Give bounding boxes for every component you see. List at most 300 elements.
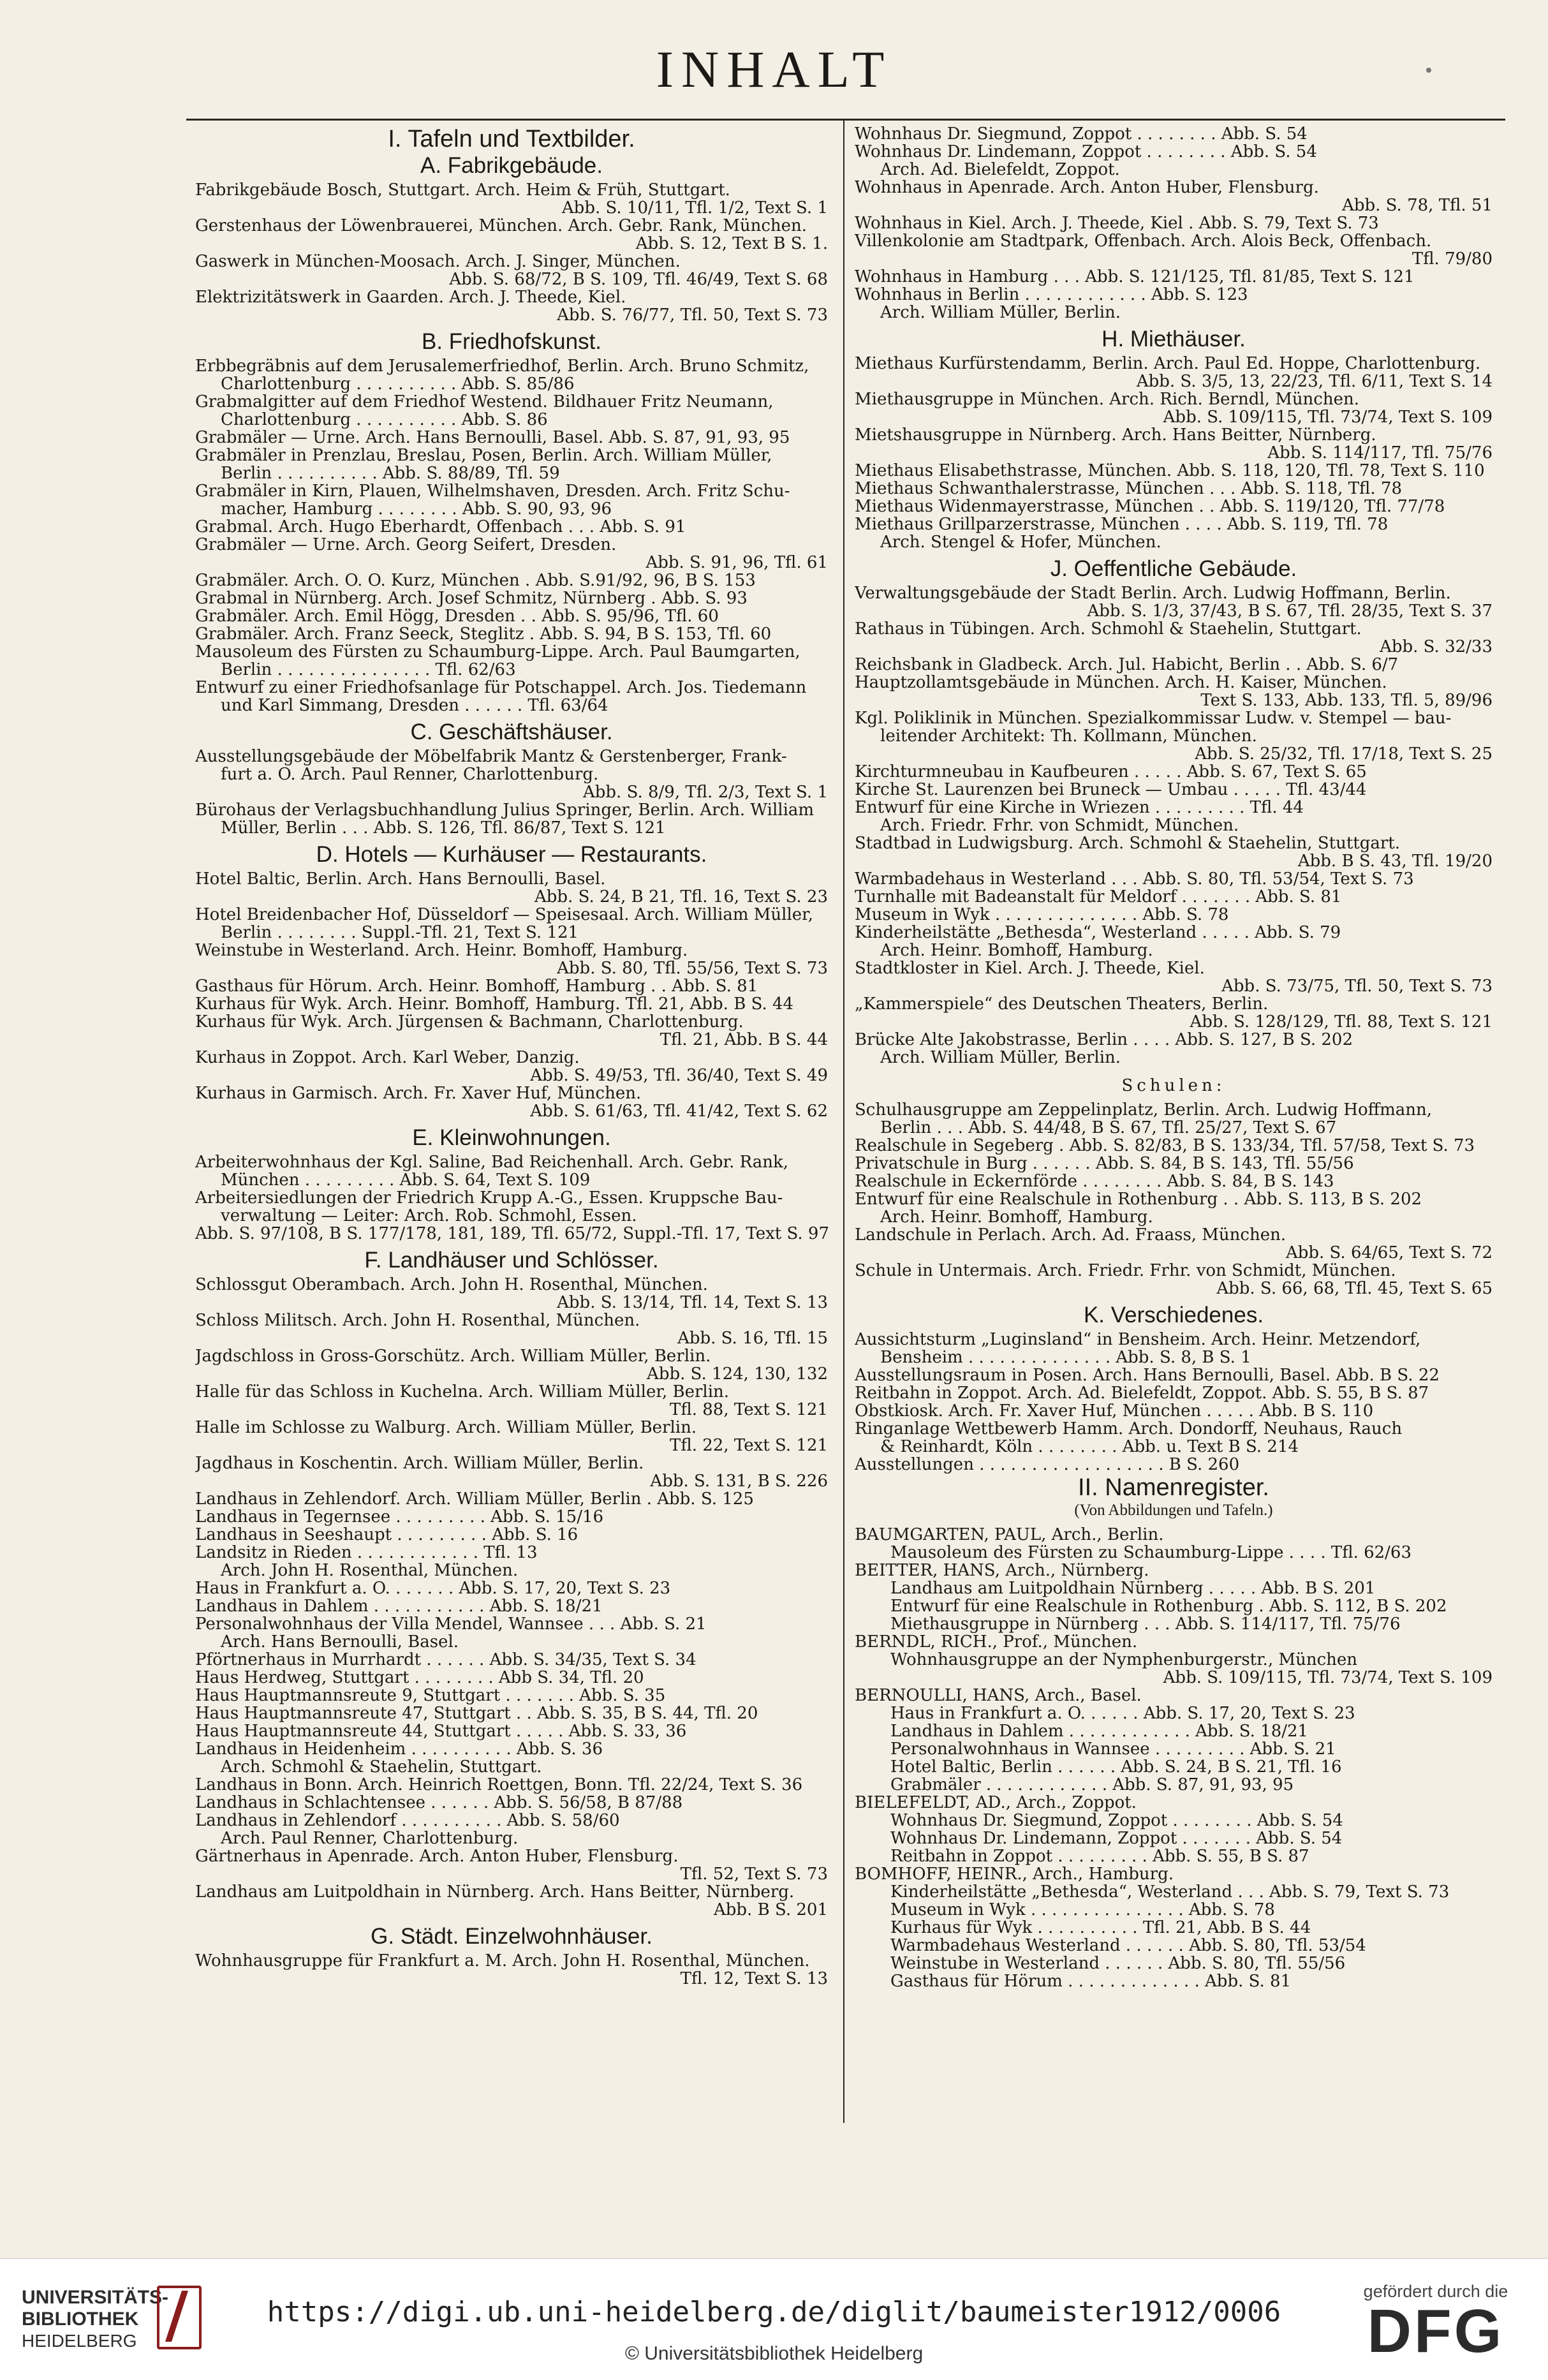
entry-text: Schloss Militsch. Arch. John H. Rosenthal, München. xyxy=(195,1312,640,1329)
index-entry xyxy=(855,942,1493,959)
entry-text: Wohnhaus in Kiel. Arch. J. Theede, Kiel . Abb. S. 79, Text S. 73 xyxy=(855,214,1379,232)
name-entry xyxy=(855,1633,1493,1687)
index-entry xyxy=(855,924,1493,942)
index-entry xyxy=(195,1794,828,1812)
entry-text: Landhaus in Schlachtensee . . . . . . Abb. S. 56/58, B 87/88 xyxy=(195,1794,683,1812)
section-heading: C. Geschäftshäuser. xyxy=(410,720,613,744)
index-entry xyxy=(855,426,1493,462)
entry-continuation: Berlin . . . . . . . . . . Abb. S. 88/89, Tfl. 59 xyxy=(221,464,560,482)
index-entry xyxy=(855,462,1493,480)
entry-text: Landhaus in Zehlendorf . . . . . . . . . . Abb. S. 58/60 xyxy=(195,1812,620,1829)
library-name-line: BIBLIOTHEK xyxy=(22,2309,139,2330)
index-entry xyxy=(195,1952,828,1988)
entry-reference: Abb. S. 64/65, Text S. 72 xyxy=(1285,1243,1493,1262)
entry-text: Kurhaus in Garmisch. Arch. Fr. Xaver Huf, München. xyxy=(195,1084,642,1102)
entry-text: Entwurf für eine Realschule in Rothenburg . . Abb. S. 113, B S. 202 xyxy=(855,1190,1422,1208)
index-entry xyxy=(855,1208,1493,1226)
subsection-heading: Schulen: xyxy=(1121,1076,1226,1095)
index-entry xyxy=(855,870,1493,888)
index-entry xyxy=(855,480,1493,498)
index-entry xyxy=(195,1526,828,1544)
entry-text: Arch. Heinr. Bomhoff, Hamburg. xyxy=(880,1208,1153,1226)
work-item: Haus in Frankfurt a. O. . . . . . Abb. S. 17, 20, Text S. 23 xyxy=(890,1704,1355,1722)
entry-continuation: Berlin . . . . . . . . Suppl.-Tfl. 21, Text S. 121 xyxy=(221,924,579,942)
index-entry xyxy=(855,1049,1493,1067)
index-entry xyxy=(855,1190,1493,1208)
entry-text: Grabmäler. Arch. Emil Högg, Dresden . . Abb. S. 95/96, Tfl. 60 xyxy=(195,607,719,625)
library-name-line: UNIVERSITÄTS- xyxy=(22,2287,169,2308)
index-entry xyxy=(855,709,1493,763)
section-heading: G. Städt. Einzelwohnhäuser. xyxy=(371,1924,652,1949)
index-entry xyxy=(855,674,1493,709)
entry-text: Villenkolonie am Stadtpark, Offenbach. Arch. Alois Beck, Offenbach. xyxy=(855,232,1432,250)
index-entry xyxy=(195,1758,828,1776)
entry-text: Hotel Breidenbacher Hof, Düsseldorf — Speisesaal. Arch. William Müller, xyxy=(195,906,813,924)
index-entry xyxy=(855,533,1493,551)
entry-text: Mausoleum des Fürsten zu Schaumburg-Lippe. Arch. Paul Baumgarten, xyxy=(195,643,800,661)
index-entry xyxy=(855,498,1493,515)
entry-text: Arch. Stengel & Hofer, München. xyxy=(880,533,1161,551)
entry-continuation: furt a. O. Arch. Paul Renner, Charlottenburg. xyxy=(221,765,599,783)
index-entry xyxy=(195,1740,828,1758)
architect-name: BEITTER, HANS, Arch., Nürnberg. xyxy=(855,1561,1149,1580)
entry-text: Haus Hauptmannsreute 44, Stuttgart . . . . . Abb. S. 33, 36 xyxy=(195,1722,687,1740)
column-divider xyxy=(843,120,844,2123)
index-entry xyxy=(855,959,1493,995)
entry-text: Bürohaus der Verlagsbuchhandlung Julius Springer, Berlin. Arch. William xyxy=(195,801,815,819)
index-entry xyxy=(195,572,828,589)
entry-text: Haus Herdweg, Stuttgart . . . . . . . . Abb S. 34, Tfl. 20 xyxy=(195,1669,644,1687)
index-entry xyxy=(195,1013,828,1049)
entry-continuation: und Karl Simmang, Dresden . . . . . . Tfl. 63/64 xyxy=(221,697,608,714)
index-entry xyxy=(855,125,1493,143)
index-entry xyxy=(195,447,828,482)
index-entry xyxy=(855,143,1493,161)
entry-reference: Abb. S. 66, 68, Tfl. 45, Text S. 65 xyxy=(1216,1279,1493,1298)
entry-text: Hotel Baltic, Berlin. Arch. Hans Bernoulli, Basel. xyxy=(195,870,606,888)
entry-continuation: verwaltung — Leiter: Arch. Rob. Schmohl, Essen. xyxy=(221,1207,637,1225)
entry-text: Kgl. Poliklinik in München. Spezialkommissar Ludw. v. Stempel — bau- xyxy=(855,709,1452,727)
entry-text: Miethaus Widenmayerstrasse, München . . Abb. S. 119/120, Tfl. 77/78 xyxy=(855,498,1445,515)
index-entry xyxy=(855,1172,1493,1190)
entry-text: Arch. Hans Bernoulli, Basel. xyxy=(221,1633,459,1651)
entry-text: Erbbegräbnis auf dem Jerusalemerfriedhof, Berlin. Arch. Bruno Schmitz, xyxy=(195,357,809,375)
work-item: Wohnhausgruppe an der Nymphenburgerstr., München xyxy=(890,1651,1358,1669)
work-item: Hotel Baltic, Berlin . . . . . . Abb. S. 24, B S. 21, Tfl. 16 xyxy=(890,1758,1342,1776)
index-entry xyxy=(855,1456,1493,1474)
entry-text: Realschule in Eckernförde . . . . . . . . Abb. S. 84, B S. 143 xyxy=(855,1172,1334,1190)
entry-text: Miethaus Schwanthalerstrasse, München . . . Abb. S. 118, Tfl. 78 xyxy=(855,480,1402,498)
entry-reference: Abb. S. 114/117, Tfl. 75/76 xyxy=(1267,443,1493,462)
entry-text: Landsitz in Rieden . . . . . . . . . . . . Tfl. 13 xyxy=(195,1544,538,1562)
index-entry xyxy=(195,1829,828,1847)
entry-text: Grabmäler — Urne. Arch. Georg Seifert, Dresden. xyxy=(195,536,617,554)
architect-name: BAUMGARTEN, PAUL, Arch., Berlin. xyxy=(855,1525,1164,1544)
index-entry xyxy=(195,643,828,679)
entry-text: Wohnhaus in Hamburg . . . Abb. S. 121/125, Tfl. 81/85, Text S. 121 xyxy=(855,268,1415,286)
section-heading: B. Friedhofskunst. xyxy=(421,329,602,354)
entry-text: Gaswerk in München-Moosach. Arch. J. Singer, München. xyxy=(195,253,681,270)
index-entry xyxy=(855,1420,1493,1456)
index-entry xyxy=(195,1883,828,1919)
left-column xyxy=(195,125,828,1988)
architect-name: BERNDL, RICH., Prof., München. xyxy=(855,1632,1138,1652)
entry-reference: Abb. S. 109/115, Tfl. 73/74, Text S. 109 xyxy=(1163,408,1493,427)
entry-text: Schlossgut Oberambach. Arch. John H. Rosenthal, München. xyxy=(195,1276,708,1294)
entry-text: Ausstellungen . . . . . . . . . . . . . . . . . . B S. 260 xyxy=(855,1456,1240,1474)
index-entry xyxy=(195,906,828,942)
entry-text: Museum in Wyk . . . . . . . . . . . . . . Abb. S. 78 xyxy=(855,906,1229,924)
index-entry xyxy=(855,763,1493,781)
entry-text: Landhaus in Zehlendorf. Arch. William Müller, Berlin . Abb. S. 125 xyxy=(195,1490,754,1508)
entry-text: Grabmal in Nürnberg. Arch. Josef Schmitz, Nürnberg . Abb. S. 93 xyxy=(195,589,748,607)
index-entry xyxy=(195,1847,828,1883)
entry-text: Mietshausgruppe in Nürnberg. Arch. Hans Beitter, Nürnberg. xyxy=(855,426,1376,444)
entry-text: Haus Hauptmannsreute 47, Stuttgart . . Abb. S. 35, B S. 44, Tfl. 20 xyxy=(195,1704,758,1722)
section-heading: J. Oeffentliche Gebäude. xyxy=(1050,556,1297,581)
index-entry xyxy=(195,1383,828,1419)
index-entry xyxy=(855,781,1493,799)
index-entry xyxy=(195,1687,828,1704)
index-entry xyxy=(195,1704,828,1722)
index-entry xyxy=(855,179,1493,214)
index-entry xyxy=(195,1049,828,1084)
entry-text: Miethaus Kurfürstendamm, Berlin. Arch. Paul Ed. Hoppe, Charlottenburg. xyxy=(855,355,1481,373)
index-entry xyxy=(855,1101,1493,1137)
entry-continuation: Charlottenburg . . . . . . . . . . Abb. S. 85/86 xyxy=(221,375,575,393)
entry-reference: Abb. S. 80, Tfl. 55/56, Text S. 73 xyxy=(557,959,828,978)
work-item: Landhaus am Luitpoldhain Nürnberg . . . . . Abb. B S. 201 xyxy=(890,1579,1376,1597)
entry-text: Schulhausgruppe am Zeppelinplatz, Berlin. Arch. Ludwig Hoffmann, xyxy=(855,1101,1433,1119)
entry-text: Haus Hauptmannsreute 9, Stuttgart . . . . . . . Abb. S. 35 xyxy=(195,1687,666,1704)
work-item: Museum in Wyk . . . . . . . . . . . . . . . Abb. S. 78 xyxy=(890,1901,1275,1919)
index-entry xyxy=(195,1669,828,1687)
entry-text: Landhaus in Bonn. Arch. Heinrich Roettgen, Bonn. Tfl. 22/24, Text S. 36 xyxy=(195,1776,803,1794)
index-entry xyxy=(195,748,828,801)
index-entry xyxy=(195,1615,828,1633)
entry-text: Brücke Alte Jakobstrasse, Berlin . . . . Abb. S. 127, B S. 202 xyxy=(855,1031,1353,1049)
index-entry xyxy=(195,1812,828,1829)
entry-text: Hauptzollamtsgebäude in München. Arch. H. Kaiser, München. xyxy=(855,674,1387,691)
index-entry xyxy=(195,1597,828,1615)
work-item: Landhaus in Dahlem . . . . . . . . . . . . Abb. S. 18/21 xyxy=(890,1722,1309,1740)
work-item: Reitbahn in Zoppot . . . . . . . . . Abb. S. 55, B S. 87 xyxy=(890,1847,1309,1865)
entry-reference: Abb. S. 24, B 21, Tfl. 16, Text S. 23 xyxy=(534,887,828,906)
index-entry xyxy=(195,482,828,518)
name-entry xyxy=(855,1687,1493,1794)
entry-text: Grabmäler. Arch. Franz Seeck, Steglitz . Abb. S. 94, B S. 153, Tfl. 60 xyxy=(195,625,772,643)
work-item: Entwurf für eine Realschule in Rothenburg . Abb. S. 112, B S. 202 xyxy=(890,1597,1447,1615)
entry-text: Reichsbank in Gladbeck. Arch. Jul. Habicht, Berlin . . Abb. S. 6/7 xyxy=(855,656,1399,674)
entry-text: Privatschule in Burg . . . . . . Abb. S. 84, B S. 143, Tfl. 55/56 xyxy=(855,1155,1354,1172)
index-entry xyxy=(195,253,828,288)
work-item: Weinstube in Westerland . . . . . . Abb. S. 80, Tfl. 55/56 xyxy=(890,1955,1346,1972)
entry-text: Aussichtsturm „Luginsland“ in Bensheim. Arch. Heinr. Metzendorf, xyxy=(855,1331,1421,1349)
section-heading: D. Hotels — Kurhäuser — Restaurants. xyxy=(316,842,707,867)
entry-text: Grabmäler — Urne. Arch. Hans Bernoulli, Basel. Abb. S. 87, 91, 93, 95 xyxy=(195,429,790,447)
work-item: Kinderheilstätte „Bethesda“, Westerland . . . Abb. S. 79, Text S. 73 xyxy=(890,1883,1450,1901)
index-entry xyxy=(195,1347,828,1383)
entry-text: Arch. Friedr. Frhr. von Schmidt, München. xyxy=(880,817,1239,834)
index-entry xyxy=(195,1276,828,1312)
index-entry xyxy=(195,625,828,643)
section-heading: K. Verschiedenes. xyxy=(1083,1303,1264,1327)
entry-text: Wohnhaus in Apenrade. Arch. Anton Huber, Flensburg. xyxy=(855,179,1319,196)
entry-reference: Abb. B S. 201 xyxy=(713,1900,828,1919)
index-entry xyxy=(855,888,1493,906)
index-entry xyxy=(855,656,1493,674)
index-entry xyxy=(195,181,828,217)
entry-text: Schule in Untermais. Arch. Friedr. Frhr. von Schmidt, München. xyxy=(855,1262,1396,1280)
entry-text: Wohnhaus Dr. Lindemann, Zoppot . . . . . . . . Abb. S. 54 xyxy=(855,143,1317,161)
index-entry xyxy=(855,1331,1493,1366)
entry-reference: Abb. S. 3/5, 13, 22/23, Tfl. 6/11, Text S. 14 xyxy=(1136,372,1493,391)
index-entry xyxy=(195,870,828,906)
entry-text: Haus in Frankfurt a. O. . . . . . . Abb. S. 17, 20, Text S. 23 xyxy=(195,1579,671,1597)
entry-text: Miethaus Grillparzerstrasse, München . . . . Abb. S. 119, Tfl. 78 xyxy=(855,515,1389,533)
entry-text: Arch. William Müller, Berlin. xyxy=(880,1049,1121,1067)
index-entry xyxy=(195,1189,828,1243)
index-entry xyxy=(855,1137,1493,1155)
entry-text: Turnhalle mit Badeanstalt für Meldorf . . . . . . . Abb. S. 81 xyxy=(855,888,1342,906)
index-entry xyxy=(855,834,1493,870)
entry-text: Pförtnerhaus in Murrhardt . . . . . . Abb. S. 34/35, Text S. 34 xyxy=(195,1651,697,1669)
index-entry xyxy=(195,1454,828,1490)
index-entry xyxy=(855,1226,1493,1262)
entry-text: Weinstube in Westerland. Arch. Heinr. Bomhoff, Hamburg. xyxy=(195,942,688,959)
index-entry xyxy=(855,906,1493,924)
entry-reference: Abb. S. 32/33 xyxy=(1380,637,1493,656)
entry-continuation: & Reinhardt, Köln . . . . . . . . Abb. u. Text B S. 214 xyxy=(880,1438,1299,1456)
entry-text: Kirche St. Laurenzen bei Bruneck — Umbau . . . . . Tfl. 43/44 xyxy=(855,781,1367,799)
entry-text: Landhaus in Tegernsee . . . . . . . . . Abb. S. 15/16 xyxy=(195,1508,604,1526)
entry-text: Arch. Heinr. Bomhoff, Hamburg. xyxy=(880,942,1153,959)
entry-reference: Abb. S. 68/72, B S. 109, Tfl. 46/49, Text S. 68 xyxy=(449,270,828,289)
index-entry xyxy=(195,1490,828,1508)
work-item: Warmbadehaus Westerland . . . . . . Abb. S. 80, Tfl. 53/54 xyxy=(890,1937,1366,1955)
entry-text: Jagdhaus in Koschentin. Arch. William Müller, Berlin. xyxy=(195,1454,644,1472)
entry-text: Grabmäler in Kirn, Plauen, Wilhelmshaven, Dresden. Arch. Fritz Schu- xyxy=(195,482,790,500)
section-heading: H. Miethäuser. xyxy=(1102,327,1246,351)
index-entry xyxy=(195,1153,828,1189)
entry-text: Grabmäler. Arch. O. O. Kurz, München . Abb. S.91/92, 96, B S. 153 xyxy=(195,572,756,589)
index-entry xyxy=(855,620,1493,656)
entry-reference: Tfl. 52, Text S. 73 xyxy=(680,1865,828,1884)
index-entry xyxy=(855,995,1493,1031)
entry-reference: Abb. S. 78, Tfl. 51 xyxy=(1342,196,1493,215)
index-entry xyxy=(195,679,828,714)
index-entry xyxy=(195,1722,828,1740)
entry-reference: Abb. S. 10/11, Tfl. 1/2, Text S. 1 xyxy=(561,198,828,218)
entry-text: Landhaus am Luitpoldhain in Nürnberg. Arch. Hans Beitter, Nürnberg. xyxy=(195,1883,795,1901)
dfg-logo[interactable]: DFG xyxy=(1367,2297,1505,2365)
entry-text: Miethausgruppe in München. Arch. Rich. Berndl, München. xyxy=(855,390,1360,408)
index-entry xyxy=(195,801,828,837)
top-rule xyxy=(186,119,1505,121)
entry-reference: Abb. S. 131, B S. 226 xyxy=(650,1472,828,1491)
entry-text: Wohnhaus in Berlin . . . . . . . . . . . . Abb. S. 123 xyxy=(855,286,1248,304)
work-item: Grabmäler . . . . . . . . . . . . Abb. S. 87, 91, 93, 95 xyxy=(890,1776,1294,1794)
page-title: INHALT xyxy=(656,40,892,98)
entry-text: Kirchturmneubau in Kaufbeuren . . . . . Abb. S. 67, Text S. 65 xyxy=(855,763,1367,781)
entry-reference: Abb. S. 12, Text B S. 1. xyxy=(635,234,828,253)
entry-text: Ausstellungsgebäude der Möbelfabrik Mantz & Gerstenberger, Frank- xyxy=(195,748,787,765)
entry-text: Stadtkloster in Kiel. Arch. J. Theede, Kiel. xyxy=(855,959,1205,977)
entry-continuation: Berlin . . . Abb. S. 44/48, B S. 67, Tfl. 25/27, Text S. 67 xyxy=(880,1119,1337,1137)
work-item: Personalwohnhaus in Wannsee . . . . . . . . . Abb. S. 21 xyxy=(890,1740,1336,1758)
entry-text: Ausstellungsraum in Posen. Arch. Hans Bernoulli, Basel. Abb. B S. 22 xyxy=(855,1366,1440,1384)
entry-text: Kurhaus für Wyk. Arch. Jürgensen & Bachmann, Charlottenburg. xyxy=(195,1013,744,1031)
library-name-line: HEIDELBERG xyxy=(22,2331,137,2351)
index-entry xyxy=(855,817,1493,834)
entry-reference: Abb. S. 91, 96, Tfl. 61 xyxy=(645,553,828,572)
section-heading: II. Namenregister. xyxy=(1078,1474,1269,1501)
entry-text: Entwurf für eine Kirche in Wriezen . . . . . . . . . Tfl. 44 xyxy=(855,799,1304,817)
entry-text: Obstkiosk. Arch. Fr. Xaver Huf, München . . . . . Abb. B S. 110 xyxy=(855,1402,1374,1420)
index-entry xyxy=(855,286,1493,304)
index-entry xyxy=(195,1633,828,1651)
architect-name: BIELEFELDT, AD., Arch., Zoppot. xyxy=(855,1793,1137,1812)
entry-reference: Abb. S. 25/32, Tfl. 17/18, Text S. 25 xyxy=(1195,744,1493,764)
entry-text: „Kammerspiele“ des Deutschen Theaters, Berlin. xyxy=(855,995,1269,1013)
index-entry xyxy=(195,1776,828,1794)
entry-text: Landschule in Perlach. Arch. Ad. Fraass, München. xyxy=(855,1226,1286,1244)
index-entry xyxy=(855,1155,1493,1172)
index-entry xyxy=(195,1579,828,1597)
index-entry xyxy=(195,1562,828,1579)
index-entry xyxy=(195,1312,828,1347)
entry-reference: Abb. S. 97/108, B S. 177/178, 181, 189, Tfl. 65/72, Suppl.-Tfl. 17, Text S. 97 xyxy=(195,1224,830,1243)
entry-text: Personalwohnhaus der Villa Mendel, Wannsee . . . Abb. S. 21 xyxy=(195,1615,707,1633)
entry-text: Rathaus in Tübingen. Arch. Schmohl & Staehelin, Stuttgart. xyxy=(855,620,1362,638)
index-entry xyxy=(855,1262,1493,1297)
index-entry xyxy=(855,214,1493,232)
index-entry xyxy=(195,1544,828,1562)
index-entry xyxy=(855,304,1493,322)
entry-text: Grabmäler in Prenzlau, Breslau, Posen, Berlin. Arch. William Müller, xyxy=(195,447,772,464)
entry-continuation: Müller, Berlin . . . Abb. S. 126, Tfl. 86/87, Text S. 121 xyxy=(221,819,666,837)
entry-text: Arch. William Müller, Berlin. xyxy=(880,304,1121,322)
entry-text: Verwaltungsgebäude der Stadt Berlin. Arch. Ludwig Hoffmann, Berlin. xyxy=(855,584,1451,602)
entry-text: Gärtnerhaus in Apenrade. Arch. Anton Huber, Flensburg. xyxy=(195,1847,679,1865)
right-column xyxy=(855,125,1493,1990)
entry-reference: Abb. S. 73/75, Tfl. 50, Text S. 73 xyxy=(1221,977,1493,996)
section-note: (Von Abbildungen und Tafeln.) xyxy=(1074,1502,1273,1519)
entry-reference: Abb. S. 16, Tfl. 15 xyxy=(677,1329,828,1348)
entry-text: Arch. John H. Rosenthal, München. xyxy=(221,1562,519,1579)
permalink-url[interactable]: https://digi.ub.uni-heidelberg.de/diglit/baumeister1912/0006 xyxy=(267,2296,1281,2328)
entry-reference: Tfl. 12, Text S. 13 xyxy=(680,1969,828,1988)
entry-text: Gerstenhaus der Löwenbrauerei, München. Arch. Gebr. Rank, München. xyxy=(195,217,807,235)
entry-text: Kurhaus in Zoppot. Arch. Karl Weber, Danzig. xyxy=(195,1049,580,1067)
entry-text: Elektrizitätswerk in Gaarden. Arch. J. Theede, Kiel. xyxy=(195,288,626,306)
index-entry xyxy=(855,1031,1493,1049)
index-entry xyxy=(195,429,828,447)
section-heading: A. Fabrikgebäude. xyxy=(420,153,603,178)
index-entry xyxy=(855,390,1493,426)
entry-reference: Abb. S. 49/53, Tfl. 36/40, Text S. 49 xyxy=(530,1066,828,1085)
entry-reference: Tfl. 79/80 xyxy=(1412,249,1493,269)
entry-reference: Abb. S. 13/14, Tfl. 14, Text S. 13 xyxy=(557,1293,828,1312)
entry-continuation: Berlin . . . . . . . . . . . . . . . Tfl. 62/63 xyxy=(221,661,516,679)
index-entry xyxy=(195,1651,828,1669)
index-entry xyxy=(195,977,828,995)
entry-text: Warmbadehaus in Westerland . . . Abb. S. 80, Tfl. 53/54, Text S. 73 xyxy=(855,870,1414,888)
entry-text: Jagdschloss in Gross-Gorschütz. Arch. William Müller, Berlin. xyxy=(195,1347,711,1365)
work-item: Gasthaus für Hörum . . . . . . . . . . . . . Abb. S. 81 xyxy=(890,1972,1292,1990)
entry-reference: Tfl. 88, Text S. 121 xyxy=(670,1400,828,1419)
name-entry xyxy=(855,1865,1493,1990)
entry-text: Ringanlage Wettbewerb Hamm. Arch. Dondorff, Neuhaus, Rauch xyxy=(855,1420,1403,1438)
entry-reference: Abb. S. 1/3, 37/43, B S. 67, Tfl. 28/35, Text S. 37 xyxy=(1087,602,1493,621)
entry-text: Wohnhaus Dr. Siegmund, Zoppot . . . . . . . . Abb. S. 54 xyxy=(855,125,1308,143)
index-entry xyxy=(195,518,828,536)
index-entry xyxy=(855,232,1493,268)
entry-text: Arch. Ad. Bielefeldt, Zoppot. xyxy=(880,161,1120,179)
entry-text: Halle im Schlosse zu Walburg. Arch. William Müller, Berlin. xyxy=(195,1419,697,1437)
section-heading: E. Kleinwohnungen. xyxy=(412,1125,611,1150)
index-entry xyxy=(195,942,828,977)
index-entry xyxy=(855,515,1493,533)
entry-reference: Abb. S. 76/77, Tfl. 50, Text S. 73 xyxy=(557,306,828,325)
index-entry xyxy=(195,536,828,572)
section-heading: F. Landhäuser und Schlösser. xyxy=(364,1248,659,1273)
entry-reference: Abb. S. 128/129, Tfl. 88, Text S. 121 xyxy=(1190,1012,1493,1031)
architect-name: BERNOULLI, HANS, Arch., Basel. xyxy=(855,1686,1142,1705)
work-item: Miethausgruppe in Nürnberg . . . Abb. S. 114/117, Tfl. 75/76 xyxy=(890,1615,1401,1633)
entry-text: Gasthaus für Hörum. Arch. Heinr. Bomhoff, Hamburg . . Abb. S. 81 xyxy=(195,977,758,995)
entry-text: Stadtbad in Ludwigsburg. Arch. Schmohl & Staehelin, Stuttgart. xyxy=(855,834,1401,852)
work-item: Wohnhaus Dr. Lindemann, Zoppot . . . . . . . Abb. S. 54 xyxy=(890,1829,1343,1847)
entry-reference: Text S. 133, Abb. 133, Tfl. 5, 89/96 xyxy=(1200,691,1493,710)
entry-reference: Abb. S. 124, 130, 132 xyxy=(647,1364,828,1384)
name-entry xyxy=(855,1562,1493,1633)
index-entry xyxy=(855,584,1493,620)
copyright-notice: © Universitätsbibliothek Heidelberg xyxy=(624,2343,924,2364)
name-entry xyxy=(855,1794,1493,1865)
entry-text: Arbeiterwohnhaus der Kgl. Saline, Bad Reichenhall. Arch. Gebr. Rank, xyxy=(195,1153,789,1171)
entry-text: Grabmal. Arch. Hugo Eberhardt, Offenbach . . . Abb. S. 91 xyxy=(195,518,686,536)
entry-text: Reitbahn in Zoppot. Arch. Ad. Bielefeldt, Zoppot. Abb. S. 55, B S. 87 xyxy=(855,1384,1429,1402)
work-item: Kurhaus für Wyk . . . . . . . . . . Tfl. 21, Abb. B S. 44 xyxy=(890,1919,1311,1937)
index-entry xyxy=(195,393,828,429)
entry-text: Realschule in Segeberg . Abb. S. 82/83, B S. 133/34, Tfl. 57/58, Text S. 73 xyxy=(855,1137,1475,1155)
index-entry xyxy=(195,589,828,607)
index-entry xyxy=(195,217,828,253)
index-entry xyxy=(855,1384,1493,1402)
entry-text: Halle für das Schloss in Kuchelna. Arch. William Müller, Berlin. xyxy=(195,1383,730,1401)
entry-reference: Abb. S. 8/9, Tfl. 2/3, Text S. 1 xyxy=(582,783,828,802)
index-entry xyxy=(855,268,1493,286)
speck-mark xyxy=(1426,68,1431,73)
entry-reference: Abb. B S. 43, Tfl. 19/20 xyxy=(1297,852,1493,871)
entry-text: Grabmalgitter auf dem Friedhof Westend. Bildhauer Fritz Neumann, xyxy=(195,393,774,411)
index-entry xyxy=(855,161,1493,179)
index-entry xyxy=(855,1366,1493,1384)
index-entry xyxy=(855,799,1493,817)
work-item: Wohnhaus Dr. Siegmund, Zoppot . . . . . . . . Abb. S. 54 xyxy=(890,1812,1343,1829)
entry-text: Arch. Paul Renner, Charlottenburg. xyxy=(221,1829,519,1847)
entry-continuation: Bensheim . . . . . . . . . . . . . . Abb. S. 8, B S. 1 xyxy=(880,1349,1251,1366)
entry-continuation: leitender Architekt: Th. Kollmann, München. xyxy=(880,727,1257,745)
entry-continuation: macher, Hamburg . . . . . . . . Abb. S. 90, 93, 96 xyxy=(221,500,612,518)
index-entry xyxy=(855,355,1493,390)
viewer-footer xyxy=(0,2258,1548,2380)
index-entry xyxy=(195,288,828,324)
work-reference: Abb. S. 109/115, Tfl. 73/74, Text S. 109 xyxy=(1163,1668,1493,1687)
funding-note: gefördert durch die xyxy=(1363,2282,1508,2301)
index-entry xyxy=(855,1402,1493,1420)
